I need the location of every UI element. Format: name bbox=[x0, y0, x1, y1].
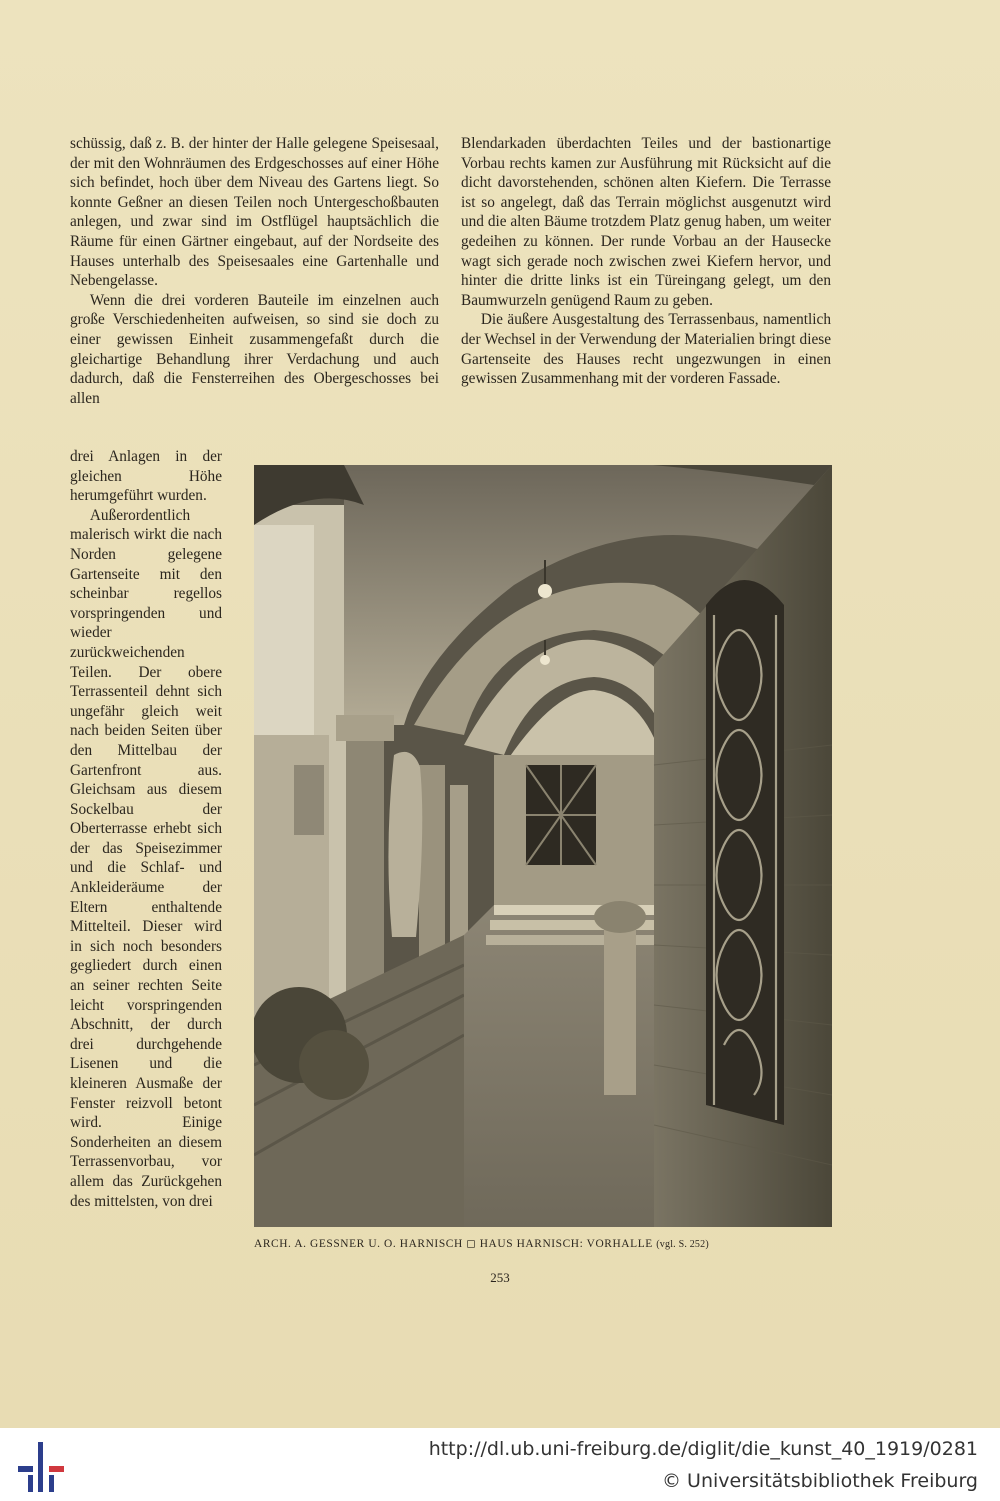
paragraph: Blendarkaden überdachten Teiles und der bastionartige Vorbau rechts kamen zur Ausführung mit Rücksicht auf die dicht davorstehenden, schönen alten Kiefern. Die Terrasse ist so angelegt, daß das Terrain möglichst ausgenutzt wird und die alten Bäume trotzdem Platz genug haben, um weiter gedeihen zu können. Der runde Vorbau an der Hausecke wagt sich gerade noch zwischen zwei Kiefern hervor, und hinter die dritte links ist ein Türeingang gelegt, um den Baumwurzeln genügend Raum zu geben. bbox=[461, 135, 831, 309]
copyright-notice: © Universitätsbibliothek Freiburg bbox=[662, 1470, 978, 1492]
photo-caption bbox=[254, 1236, 839, 1250]
arcade-photograph bbox=[254, 465, 832, 1227]
caption-reference: (vgl. S. 252) bbox=[656, 1239, 709, 1250]
arcade-photo-illustration bbox=[254, 465, 832, 1227]
paragraph: Außerordentlich malerisch wirkt die nach Norden gelegene Gartenseite mit den scheinbar regellos vorspringenden und wieder zurückweichenden Teilen. Der obere Terrassenteil dehnt sich ungefähr gleich weit nach beiden Seiten über den Mittelbau der Gartenfront aus. Gleichsam aus diesem Sockelbau der Oberterrasse erhebt sich der das Speisezimmer und die Schlaf- und Ankleideräume der Eltern enthaltende Mittelteil. Dieser wird in sich noch besonders gegliedert durch einen an seiner rechten Seite leicht vorspringenden Abschnitt, der durch drei durchgehende Lisenen und die kleineren Ausmaße der Fenster reizvoll betont wird. Einige Sonderheiten an diesem Terrassenvorbau, vor allem das Zurückgehen des mittelsten, von drei bbox=[70, 506, 222, 1210]
paragraph: Wenn die drei vorderen Bauteile im einzelnen auch große Verschiedenheiten aufweisen, so sind sie doch zu einer gewissen Einheit zusammengefaßt durch die gleichartige Behandlung ihrer Verdachung und auch dadurch, daß die Fensterreihen des Obergeschosses bei allen bbox=[70, 291, 439, 407]
page-number: 253 bbox=[490, 1270, 510, 1285]
right-column bbox=[461, 134, 831, 389]
source-url[interactable]: http://dl.ub.uni-freiburg.de/diglit/die_kunst_40_1919/0281 bbox=[428, 1438, 978, 1460]
footer-bar bbox=[0, 1428, 1000, 1501]
university-library-logo-icon bbox=[18, 1442, 64, 1492]
caption-main: ARCH. A. GESSNER U. O. HARNISCH ◻ HAUS HARNISCH: VORHALLE bbox=[254, 1238, 653, 1250]
left-column-narrow bbox=[70, 447, 222, 1211]
paragraph: drei Anlagen in der gleichen Höhe herumgeführt wurden. bbox=[70, 448, 222, 505]
left-column-top bbox=[70, 134, 439, 408]
paragraph: schüssig, daß z. B. der hinter der Halle gelegene Speisesaal, der mit den Wohnräumen des Erdgeschosses auf einer Höhe sich befindet, hoch über dem Niveau des Gartens liegt. So konnte Geßner an diesen Teilen noch Untergeschoßbauten anlegen, und zwar sind im Ostflügel hauptsächlich die Räume für einen Gärtner eingebaut, auf der Nordseite des Hauses unterhalb des Speisesaales eine Gartenhalle und Nebengelasse. bbox=[70, 135, 439, 290]
paragraph: Die äußere Ausgestaltung des Terrassenbaus, namentlich der Wechsel in der Verwendung der Materialien bringt diese Gartenseite des Hauses recht ungezwungen in einen gewissen Zusammenhang mit der vorderen Fassade. bbox=[461, 311, 831, 388]
